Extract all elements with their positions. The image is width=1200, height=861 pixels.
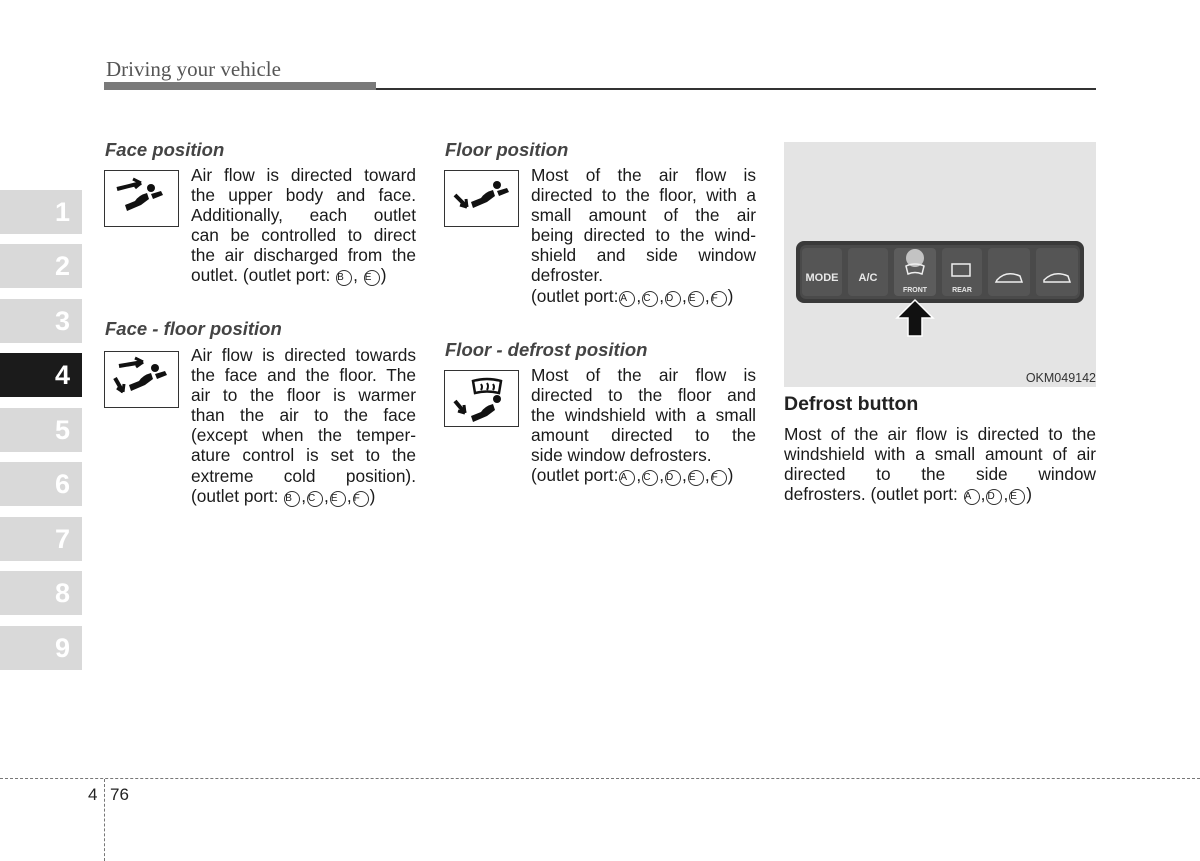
face-position-heading: Face position — [105, 139, 225, 160]
chapter-tab-6[interactable] — [0, 462, 82, 506]
floor-defrost-position-text — [531, 365, 756, 486]
text-line: Most of the air flow is — [531, 165, 756, 185]
floor-position-text — [531, 165, 756, 307]
face-mode-icon — [104, 170, 179, 227]
page-header-title: Driving your vehicle — [106, 57, 281, 81]
text-line: directed to the floor, with a — [531, 185, 756, 206]
outlet-line: (outlet port: A , C , D , E , F ) — [531, 285, 734, 306]
port-marker: E — [688, 291, 704, 307]
defrost-button-heading: Defrost button — [784, 393, 919, 415]
chapter-tab-2[interactable] — [0, 244, 82, 288]
text-line: directed to the side window — [784, 464, 1096, 485]
image-code: OKM049142 — [1025, 371, 1096, 385]
port-marker: D — [665, 291, 681, 307]
floor-position-heading: Floor position — [445, 139, 569, 160]
floor-defrost-mode-icon — [444, 370, 519, 427]
port-marker: E — [1009, 489, 1025, 505]
text-line: windshield with a small amount of air — [784, 444, 1096, 465]
footer-vertical-divider — [104, 779, 105, 861]
port-marker: E — [330, 491, 346, 507]
port-marker: C — [642, 291, 658, 307]
port-marker: B — [284, 491, 300, 507]
floor-mode-icon — [444, 170, 519, 227]
defrost-button-text — [784, 424, 1096, 505]
port-marker: D — [986, 489, 1002, 505]
footer-page-number: 76 — [110, 785, 129, 804]
port-marker: E — [364, 270, 380, 286]
rear-defrost-label: REAR — [952, 287, 972, 294]
outlet-prefix: outlet. (outlet port: — [191, 265, 331, 286]
port-marker: C — [307, 491, 323, 507]
control-panel-photo — [784, 142, 1096, 387]
outlet-prefix: (outlet port: — [191, 485, 279, 506]
text-line: defroster. — [531, 265, 604, 286]
port-marker: A — [619, 470, 635, 486]
text-line: directed to the floor and — [531, 385, 756, 406]
header-rule-thick — [104, 82, 376, 90]
chapter-tab-label: 3 — [54, 306, 70, 336]
chapter-tab-9[interactable] — [0, 626, 82, 670]
chapter-tab-label: 7 — [54, 524, 70, 554]
outlet-line: (outlet port: B , C , E , F ) — [191, 485, 376, 506]
text-line: Most of the air flow is — [531, 365, 756, 385]
text-line: the windshield with a small — [531, 405, 756, 426]
face-floor-position-heading: Face - floor position — [105, 318, 282, 339]
footer-divider — [0, 778, 1200, 779]
chapter-tab-label: 6 — [54, 469, 70, 499]
outlet-line: defrosters. (outlet port: A , D , E ) — [784, 484, 1033, 505]
face-floor-mode-icon — [104, 351, 179, 408]
port-marker: D — [665, 470, 681, 486]
port-marker: E — [688, 470, 704, 486]
outlet-suffix: ) — [369, 485, 376, 506]
floor-defrost-position-heading: Floor - defrost position — [445, 339, 648, 360]
text-line: ature control is set to the — [191, 445, 416, 466]
port-marker: F — [711, 470, 727, 486]
text-line: air to the floor is warmer — [191, 385, 416, 406]
text-line: the air discharged from the — [191, 245, 416, 266]
mode-button-label: MODE — [805, 272, 839, 284]
port-marker: F — [711, 291, 727, 307]
text-line: (except when the temper- — [191, 425, 416, 446]
chapter-tab-8[interactable] — [0, 571, 82, 615]
outlet-prefix: (outlet port: — [531, 465, 619, 486]
front-defrost-label: FRONT — [902, 287, 928, 294]
outlet-suffix: ) — [1026, 484, 1033, 505]
outlet-line: outlet. (outlet port: B , E ) — [191, 265, 387, 286]
text-line: Most of the air flow is directed to the — [784, 424, 1096, 444]
face-position-text — [191, 165, 416, 286]
outlet-line: (outlet port: A , C , D , E , F ) — [531, 465, 734, 486]
footer-section-number: 4 — [88, 785, 98, 804]
chapter-tab-3[interactable] — [0, 299, 82, 343]
chapter-tab-label: 2 — [54, 251, 70, 281]
outlet-suffix: ) — [727, 465, 734, 486]
chapter-tab-7[interactable] — [0, 517, 82, 561]
text-line: amount directed to the — [531, 425, 756, 446]
arrow-up-icon — [897, 300, 933, 336]
text-line: extreme cold position). — [191, 465, 416, 486]
chapter-tab-label: 5 — [54, 415, 70, 445]
text-line: side window defrosters. — [531, 445, 712, 466]
outlet-prefix: (outlet port: — [531, 285, 619, 306]
text-line: Air flow is directed towards — [191, 345, 416, 365]
text-line: Air flow is directed toward — [191, 165, 416, 185]
outlet-suffix: ) — [380, 265, 387, 286]
chapter-tab-5[interactable] — [0, 408, 82, 452]
outlet-suffix: ) — [727, 285, 734, 306]
chapter-tab-label: 4 — [54, 360, 70, 390]
text-line: Additionally, each outlet — [191, 205, 416, 226]
text-line: can be controlled to direct — [191, 225, 416, 246]
text-line: small amount of the air — [531, 205, 756, 226]
chapter-tab-label: 9 — [54, 633, 70, 663]
header-rule-thin — [376, 88, 1096, 90]
text-line: being directed to the wind- — [531, 225, 756, 246]
ac-button-label: A/C — [858, 272, 878, 284]
text-line: the upper body and face. — [191, 185, 416, 206]
port-marker: F — [353, 491, 369, 507]
chapter-tab-1[interactable] — [0, 190, 82, 234]
text-line: than the air to the face — [191, 405, 416, 426]
port-marker: B — [336, 270, 352, 286]
port-marker: A — [964, 489, 980, 505]
chapter-tab-label: 1 — [54, 197, 70, 227]
port-marker: A — [619, 291, 635, 307]
control-panel-illustration — [784, 142, 1096, 387]
text-line: shield and side window — [531, 245, 756, 266]
face-floor-position-text — [191, 345, 416, 507]
text-line: the face and the floor. The — [191, 365, 416, 386]
chapter-tab-4[interactable] — [0, 353, 82, 397]
chapter-tab-label: 8 — [54, 578, 70, 608]
port-marker: C — [642, 470, 658, 486]
outlet-prefix: defrosters. (outlet port: — [784, 484, 958, 505]
